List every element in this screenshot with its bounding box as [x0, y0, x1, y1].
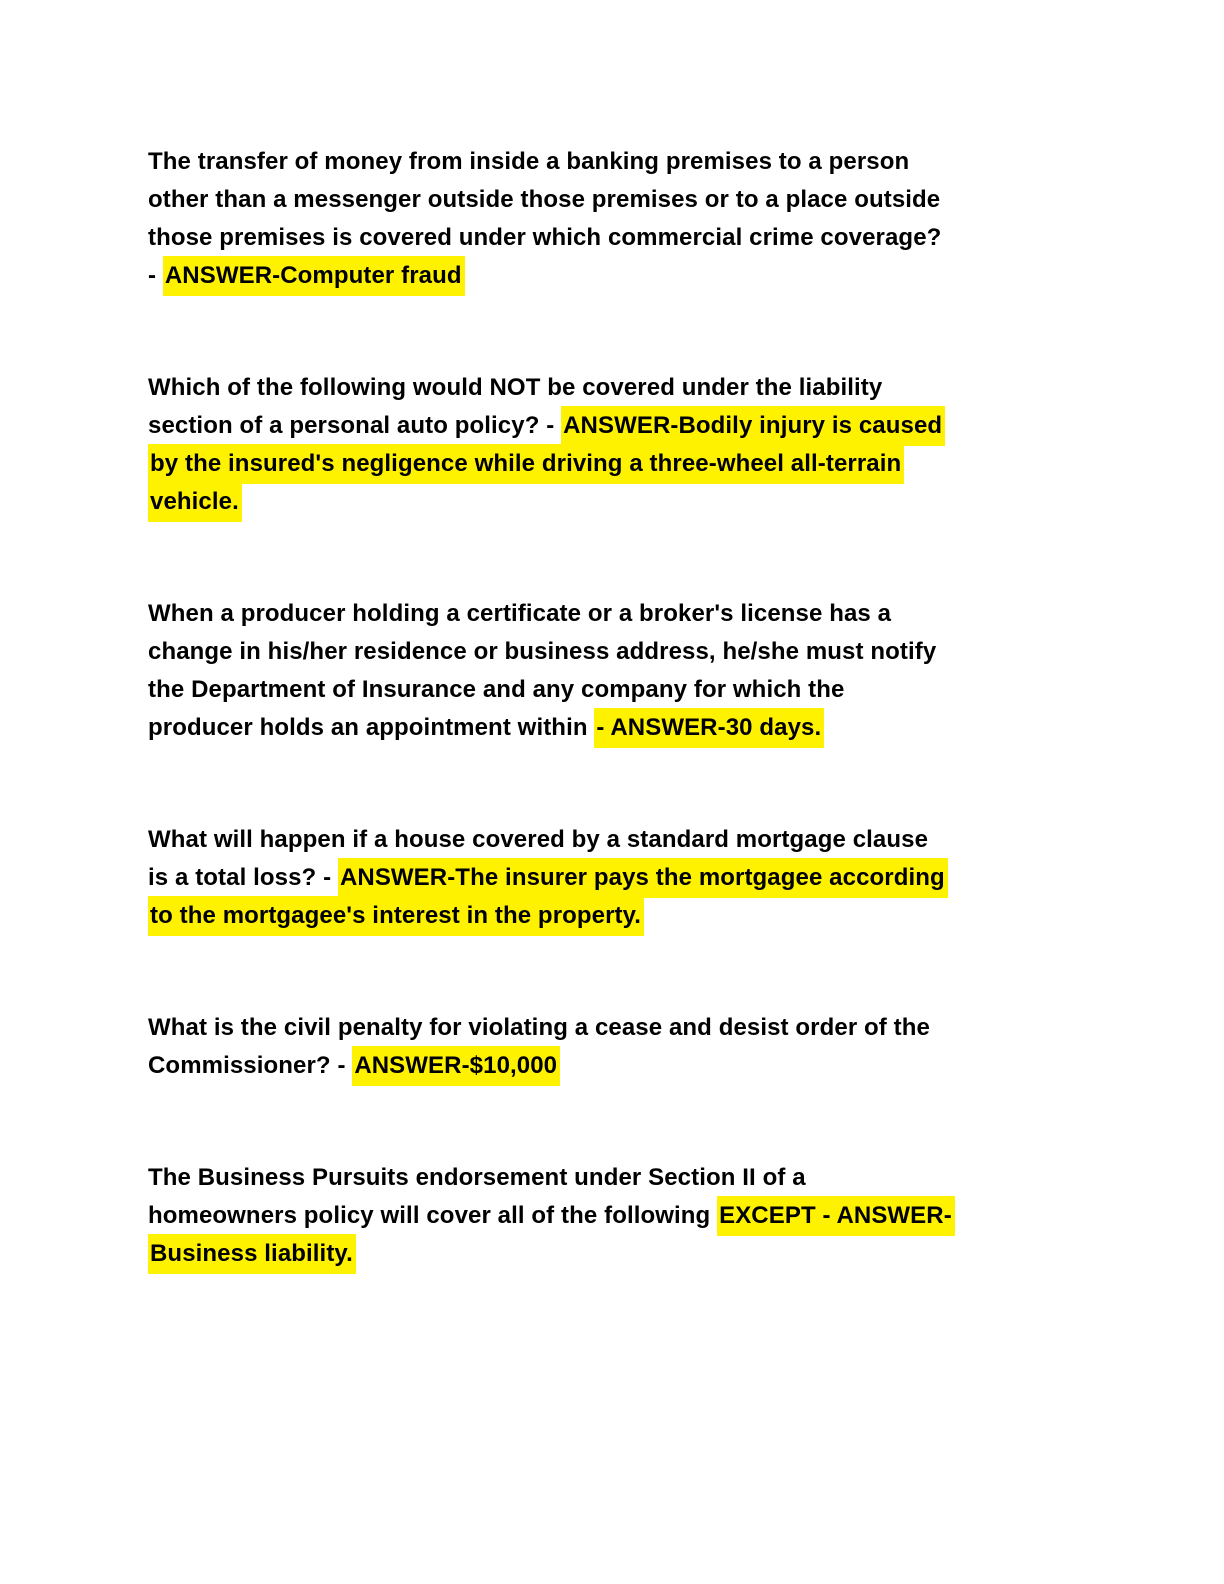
text-line	[148, 483, 1184, 521]
text-line	[148, 369, 1184, 407]
highlighted-answer-text: ANSWER-Bodily injury is caused	[561, 406, 945, 446]
text-line	[148, 897, 1184, 935]
question-text: change in his/her residence or business address, he/she must notify	[148, 638, 937, 665]
text-line	[148, 445, 1184, 483]
question-text: The transfer of money from inside a banking premises to a person	[148, 148, 910, 175]
text-line	[148, 1047, 1184, 1085]
question-text: those premises is covered under which commercial crime coverage?	[148, 224, 942, 251]
question-text: section of a personal auto policy? -	[148, 412, 562, 439]
highlighted-answer-text: ANSWER-The insurer pays the mortgagee according	[338, 858, 948, 898]
question-text: What will happen if a house covered by a standard mortgage clause	[148, 826, 929, 853]
highlighted-answer-text: ANSWER-Computer fraud	[163, 256, 465, 296]
text-line	[148, 1159, 1184, 1197]
text-line	[148, 709, 1184, 747]
text-line	[148, 821, 1184, 859]
highlighted-answer-text: - ANSWER-30 days.	[594, 708, 824, 748]
question-text: When a producer holding a certificate or a broker's license has a	[148, 600, 892, 627]
highlighted-answer-text: Business liability.	[148, 1234, 356, 1274]
question-text: Which of the following would NOT be covered under the liability	[148, 374, 883, 401]
question-text: homeowners policy will cover all of the following	[148, 1202, 718, 1229]
text-line	[148, 219, 1184, 257]
question-text: producer holds an appointment within	[148, 714, 595, 741]
text-line	[148, 671, 1184, 709]
text-line	[148, 595, 1184, 633]
highlighted-answer-text: to the mortgagee's interest in the property.	[148, 896, 644, 936]
question-text: The Business Pursuits endorsement under Section II of a	[148, 1164, 806, 1191]
highlighted-answer-text: EXCEPT - ANSWER-	[717, 1196, 955, 1236]
qa-paragraph	[148, 821, 1184, 935]
text-line	[148, 859, 1184, 897]
qa-paragraph	[148, 143, 1184, 295]
highlighted-answer-text: vehicle.	[148, 482, 242, 522]
question-text: is a total loss? -	[148, 864, 338, 891]
text-line	[148, 1009, 1184, 1047]
text-line	[148, 407, 1184, 445]
text-line	[148, 1235, 1184, 1273]
text-line	[148, 257, 1184, 295]
text-line	[148, 633, 1184, 671]
question-text: -	[148, 262, 163, 289]
text-line	[148, 143, 1184, 181]
question-text: the Department of Insurance and any company for which the	[148, 676, 845, 703]
highlighted-answer-text: by the insured's negligence while driving a three-wheel all-terrain	[148, 444, 904, 484]
question-text: What is the civil penalty for violating a cease and desist order of the	[148, 1014, 930, 1041]
qa-paragraph	[148, 595, 1184, 747]
question-text: other than a messenger outside those premises or to a place outside	[148, 186, 941, 213]
highlighted-answer-text: ANSWER-$10,000	[352, 1046, 560, 1086]
qa-paragraph	[148, 369, 1184, 521]
question-text: Commissioner? -	[148, 1052, 353, 1079]
document-body	[148, 143, 1184, 1273]
qa-paragraph	[148, 1159, 1184, 1273]
text-line	[148, 181, 1184, 219]
text-line	[148, 1197, 1184, 1235]
qa-paragraph	[148, 1009, 1184, 1085]
